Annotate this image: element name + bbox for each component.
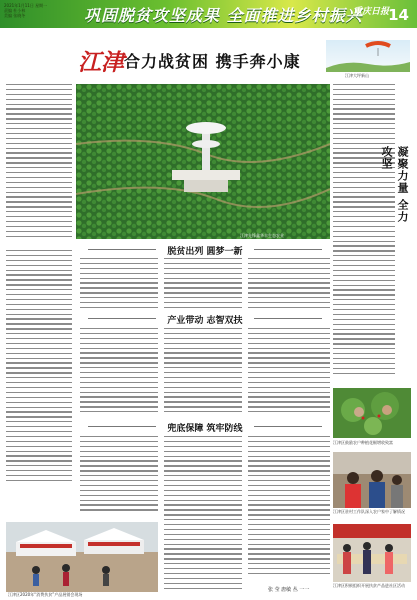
page-number: 14 [388, 6, 409, 24]
s2-col-c [248, 328, 330, 420]
left-col-top [6, 84, 72, 244]
s3-col-a [80, 436, 158, 518]
left-bottom-caption: 江津区2020年“消费扶贫”产品展销会现场 [8, 592, 83, 597]
s3-col-c [248, 436, 330, 586]
headline-main: 合力战贫困 携手奔小康 [124, 52, 301, 71]
section-title-3-text: 兜底保障 筑牢防线 [167, 424, 243, 434]
meta-line: 美编 张晓冬 [4, 13, 26, 18]
headline-red-word: 江津 [78, 49, 124, 76]
brand-logo: 重庆日报 [352, 7, 389, 17]
s1-col-c [248, 258, 330, 310]
meta-line: 2021年1月11日 星期一 [4, 3, 48, 8]
right-mid-caption: 江津区鼓励农户种植花椒增收致富 [333, 440, 393, 445]
right-low-caption: 江津区驻村工作队深入农户家中了解情况 [333, 509, 405, 514]
pepper-farm-photo [333, 388, 411, 438]
header-band [0, 0, 417, 28]
paraglider-caption: 江津大坪新山 [345, 73, 369, 78]
section-title-3 [80, 421, 330, 432]
left-col-lower [6, 250, 72, 490]
s2-col-b [164, 328, 242, 420]
s1-col-a [80, 258, 158, 310]
s3-col-b [164, 436, 242, 594]
expo-photo [6, 522, 158, 592]
s1-col-b [164, 258, 242, 310]
community-event-photo [333, 524, 411, 582]
vertical-section-title: 凝聚力量 全力攻坚 [380, 146, 409, 223]
right-col-top [333, 84, 395, 384]
section-title-2 [80, 313, 330, 324]
orchard-aerial-photo [76, 84, 330, 239]
band-title: 巩固脱贫攻坚成果 全面推进乡村振兴 [84, 6, 363, 25]
meta-line: 责编 杜小林 [4, 8, 26, 13]
village-visit-photo [333, 452, 411, 508]
byline: 张 莹 唐敏 丛 一一 [268, 587, 310, 593]
paraglider-photo [326, 40, 410, 72]
issue-meta [4, 3, 47, 18]
section-title-1-text: 脱贫出列 圆梦一新 [167, 247, 243, 257]
section-title-2-text: 产业带动 志智双扶 [167, 316, 243, 326]
right-bottom-caption: 江津区积极组织开展扶贫产品进社区活动 [333, 583, 405, 588]
s2-col-a [80, 328, 158, 420]
section-title-1 [80, 244, 330, 255]
bigphoto-caption: 江津先锋鑫华丰生态农业 [240, 233, 284, 238]
